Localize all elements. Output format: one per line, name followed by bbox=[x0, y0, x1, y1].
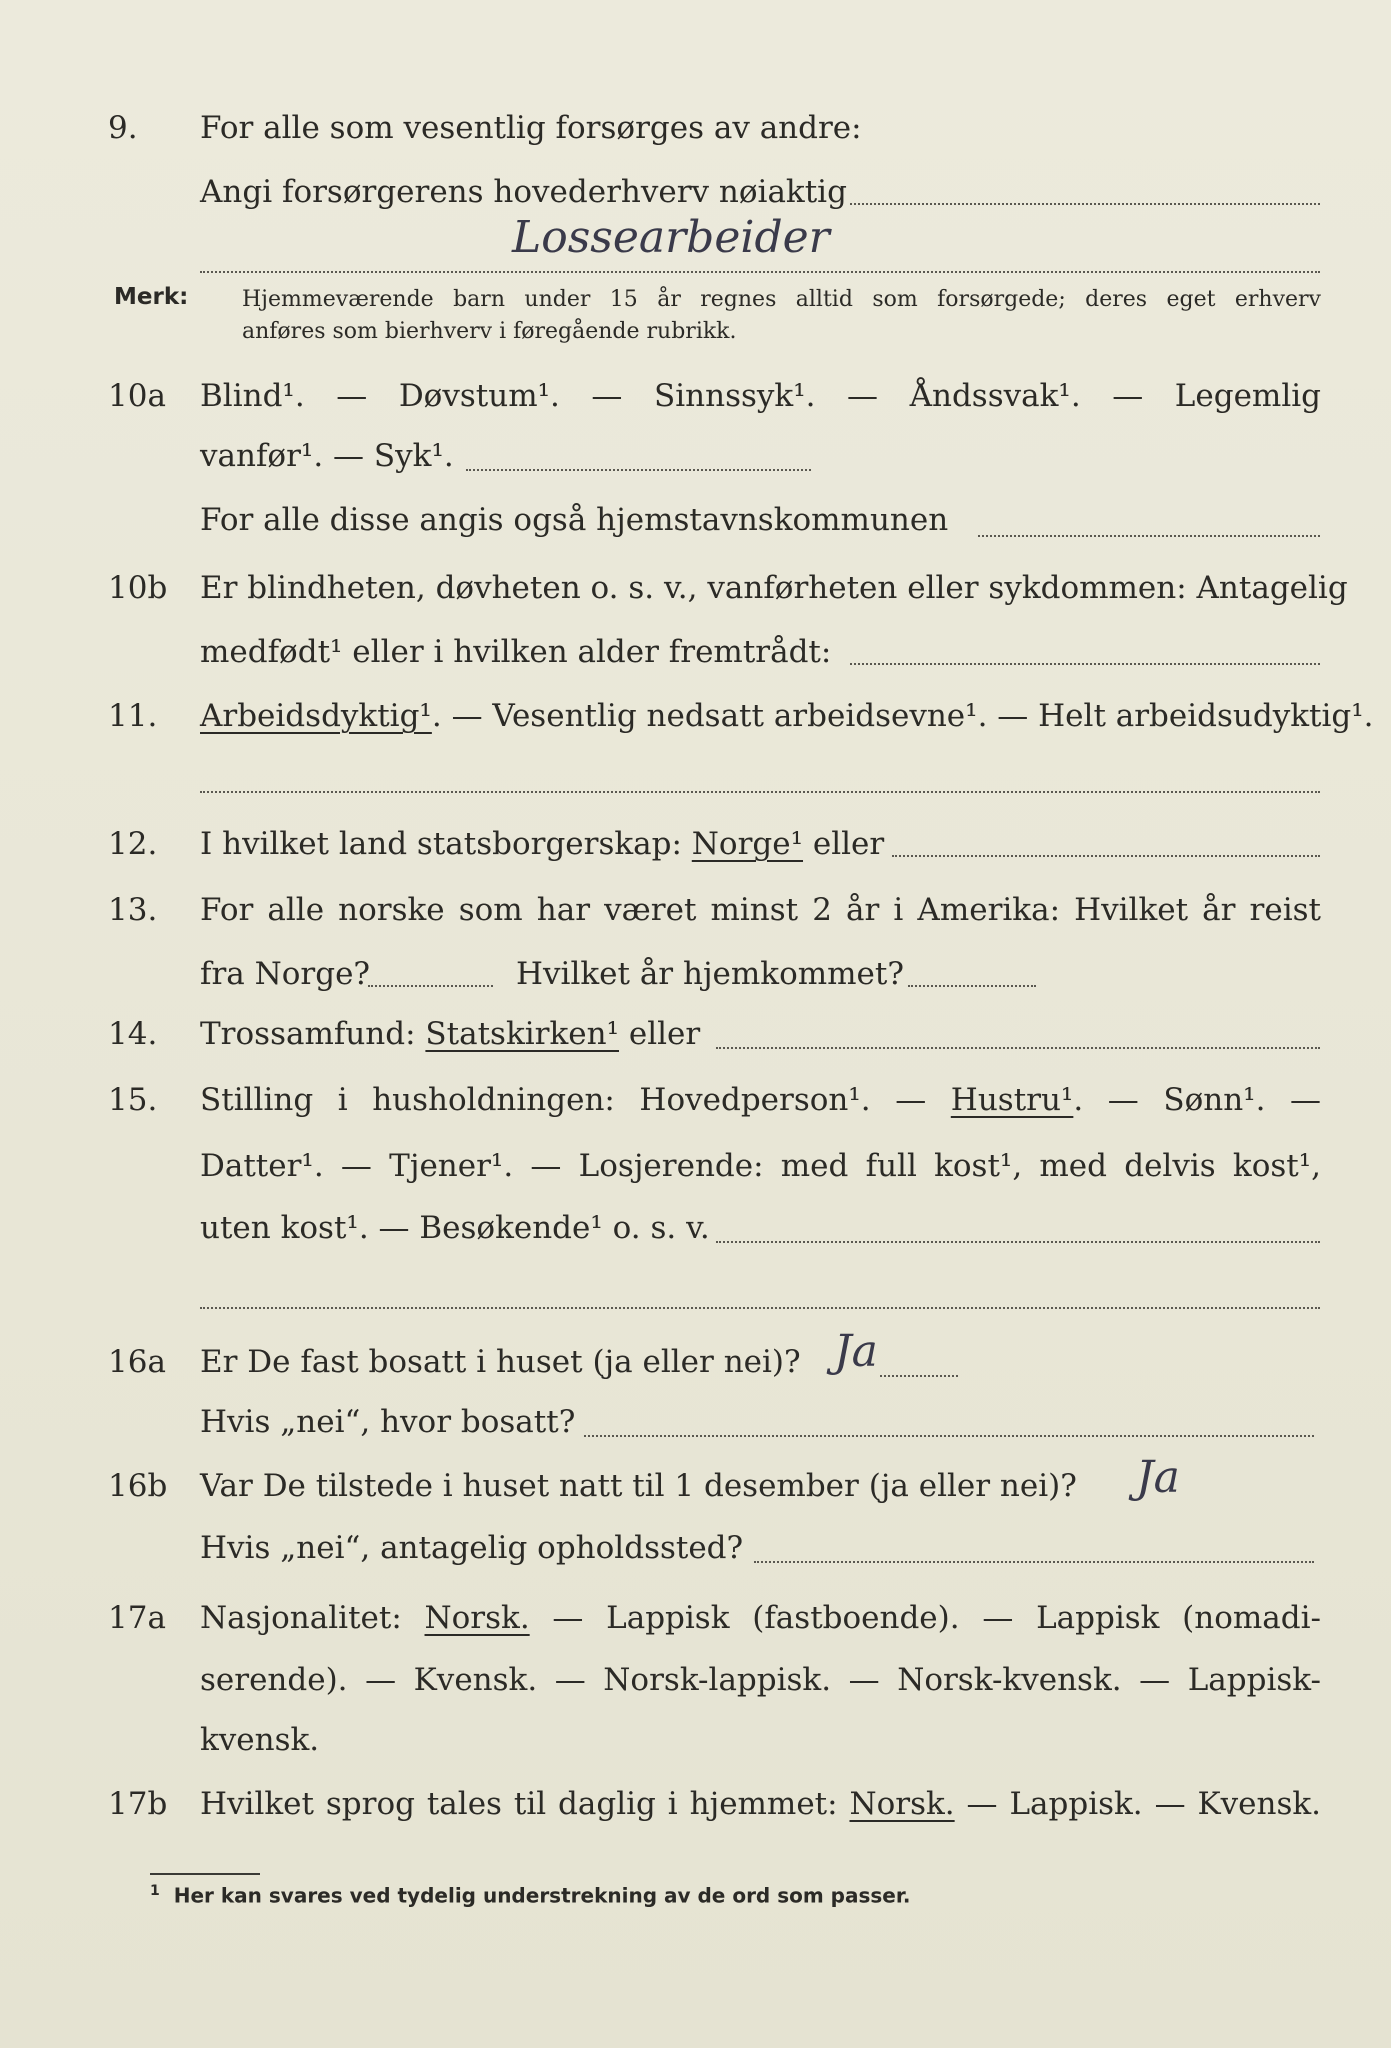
footnote-mark: 1 bbox=[150, 1883, 160, 1899]
q12-line bbox=[0, 820, 1391, 868]
q13-line1 bbox=[0, 886, 1391, 934]
q10a-kommune-line bbox=[978, 534, 1320, 537]
merk-line1 bbox=[0, 284, 1391, 316]
merk-line2 bbox=[0, 316, 1391, 348]
q17a-text-3: kvensk. bbox=[200, 1722, 320, 1758]
q10b-text-2: medfødt¹ eller i hvilken alder fremtrådt: bbox=[200, 634, 832, 670]
q15-text-3: uten kost¹. — Besøkende¹ o. s. v. bbox=[200, 1210, 710, 1246]
q16b-handwritten-answer: Ja bbox=[1136, 1452, 1180, 1503]
q14-after: eller bbox=[619, 1016, 701, 1052]
q9-line2 bbox=[0, 168, 1391, 216]
q13-text-2a: fra Norge? bbox=[200, 956, 371, 992]
q15-underlined-answer: Hustru¹ bbox=[950, 1082, 1074, 1118]
q16b-line1 bbox=[0, 1462, 1391, 1510]
merk-text-2: anføres som bierhverv i føregående rubrikk. bbox=[242, 319, 737, 344]
q17a-text-1b: — Lappisk (fastboende). — Lappisk (nomadi- bbox=[529, 1600, 1321, 1636]
q17b-text bbox=[200, 1780, 1321, 1828]
q16a-answer-line bbox=[880, 1374, 958, 1377]
q11-text bbox=[200, 692, 1374, 740]
footnote-text: Her kan svares ved tydelig understrekning av de ord som passer. bbox=[173, 1883, 911, 1908]
q12-underlined-answer: Norge¹ bbox=[691, 826, 804, 862]
q15-line3 bbox=[0, 1204, 1391, 1252]
q16b-text-2: Hvis „nei“, antagelig opholdssted? bbox=[200, 1530, 744, 1566]
q15-text-1b: . — Sønn¹. — bbox=[1073, 1082, 1322, 1118]
q16a-text-1: Er De fast bosatt i huset (ja eller nei)? bbox=[200, 1344, 801, 1380]
q15-answer-line-2 bbox=[200, 1306, 1320, 1309]
q10a-line1 bbox=[0, 372, 1391, 420]
q16b-line2 bbox=[0, 1524, 1391, 1572]
footnote-rule bbox=[150, 1873, 260, 1875]
q14-before: Trossamfund: bbox=[200, 1016, 426, 1052]
q10a-text-1: Blind¹. — Døvstum¹. — Sinnssyk¹. — Åndssvak¹. — Legemlig bbox=[200, 378, 1321, 414]
q14-number: 14. bbox=[108, 1016, 158, 1052]
q12-number: 12. bbox=[108, 826, 158, 862]
q10a-line2 bbox=[0, 432, 1391, 480]
q17a-number: 17a bbox=[108, 1600, 166, 1636]
q11-line bbox=[0, 692, 1391, 740]
q16b-opholdssted-line bbox=[754, 1560, 1314, 1563]
q16a-bosatt-line bbox=[584, 1434, 1314, 1437]
q17a-text-2: serende). — Kvensk. — Norsk-lappisk. — Norsk-kvensk. — Lappisk- bbox=[200, 1662, 1321, 1698]
q17a-line2 bbox=[0, 1656, 1391, 1704]
q10a-text-3: For alle disse angis også hjemstavnskommunen bbox=[200, 502, 949, 538]
q9-answer-line bbox=[850, 202, 1320, 205]
q10b-line1 bbox=[0, 564, 1391, 612]
q17b-after: — Lappisk. — Kvensk. bbox=[954, 1786, 1321, 1822]
q13-reist-line bbox=[368, 984, 493, 987]
q16a-text-2: Hvis „nei“, hvor bosatt? bbox=[200, 1404, 576, 1440]
q9-text: For alle som vesentlig forsørges av andre: bbox=[200, 110, 862, 146]
q11-answer-line bbox=[200, 790, 1320, 793]
q17a-text-1a: Nasjonalitet: bbox=[200, 1600, 425, 1636]
q16a-line1 bbox=[0, 1338, 1391, 1386]
q15-text-1a: Stilling i husholdningen: Hovedperson¹. — bbox=[200, 1082, 951, 1118]
q16b-number: 16b bbox=[108, 1468, 168, 1504]
q14-line bbox=[0, 1010, 1391, 1058]
footnote bbox=[150, 1883, 910, 1908]
q12-answer-line bbox=[892, 854, 1320, 857]
q13-number: 13. bbox=[108, 892, 158, 928]
q14-answer-line bbox=[716, 1046, 1320, 1049]
q11-number: 11. bbox=[108, 698, 158, 734]
q13-text-2b: Hvilket år hjemkommet? bbox=[516, 956, 904, 992]
q17b-line bbox=[0, 1780, 1391, 1828]
q17b-underlined-answer: Norsk. bbox=[849, 1786, 955, 1822]
q16a-number: 16a bbox=[108, 1344, 166, 1380]
q11-rest: . — Vesentlig nedsatt arbeidsevne¹. — Helt arbeidsudyktig¹. bbox=[431, 698, 1374, 734]
q12-before: I hvilket land statsborgerskap: bbox=[200, 826, 692, 862]
q10b-answer-line bbox=[850, 662, 1320, 665]
q10b-line2 bbox=[0, 628, 1391, 676]
q10a-number: 10a bbox=[108, 378, 166, 414]
q10b-number: 10b bbox=[108, 570, 168, 606]
q14-underlined-answer: Statskirken¹ bbox=[425, 1016, 619, 1052]
q12-after: eller bbox=[803, 826, 885, 862]
q9-text-2: Angi forsørgerens hovederhverv nøiaktig bbox=[200, 174, 847, 210]
q15-line1 bbox=[0, 1076, 1391, 1124]
q16b-text-1: Var De tilstede i huset natt til 1 desember (ja eller nei)? bbox=[200, 1468, 1077, 1504]
q17a-line3 bbox=[0, 1716, 1391, 1764]
q16a-line2 bbox=[0, 1398, 1391, 1446]
q10b-text-1: Er blindheten, døvheten o. s. v., vanførheten eller sykdommen: Antagelig bbox=[200, 570, 1348, 606]
q17a-text-1 bbox=[200, 1594, 1321, 1642]
merk-text-1: Hjemmeværende barn under 15 år regnes alltid som forsørgede; deres eget erhverv bbox=[242, 287, 1321, 312]
q17b-before: Hvilket sprog tales til daglig i hjemmet: bbox=[200, 1786, 850, 1822]
q10a-text-2: vanfør¹. — Syk¹. bbox=[200, 438, 454, 474]
q9-line1 bbox=[0, 104, 1391, 152]
q15-text-2: Datter¹. — Tjener¹. — Losjerende: med full kost¹, med delvis kost¹, bbox=[200, 1148, 1321, 1184]
q17a-underlined-answer: Norsk. bbox=[424, 1600, 530, 1636]
q13-text-1: For alle norske som har været minst 2 år i Amerika: Hvilket år reist bbox=[200, 892, 1321, 928]
q15-line2 bbox=[0, 1142, 1391, 1190]
q15-text-1 bbox=[200, 1076, 1321, 1124]
q17b-number: 17b bbox=[108, 1786, 168, 1822]
q9-number: 9. bbox=[108, 110, 138, 146]
q17a-line1 bbox=[0, 1594, 1391, 1642]
q14-text bbox=[200, 1010, 700, 1058]
q9-answer-line-2 bbox=[200, 270, 1320, 273]
q16a-handwritten-answer: Ja bbox=[834, 1326, 878, 1377]
q11-underlined-answer: Arbeidsdyktig¹ bbox=[200, 698, 432, 734]
merk-label: Merk: bbox=[114, 284, 189, 310]
q13-line2 bbox=[0, 950, 1391, 998]
q15-number: 15. bbox=[108, 1082, 158, 1118]
q10a-syk-line bbox=[466, 468, 811, 471]
q9-handwritten-answer: Lossearbeider bbox=[512, 212, 830, 263]
q13-hjemkommet-line bbox=[908, 984, 1036, 987]
q12-text bbox=[200, 820, 884, 868]
q15-answer-line bbox=[716, 1240, 1320, 1243]
